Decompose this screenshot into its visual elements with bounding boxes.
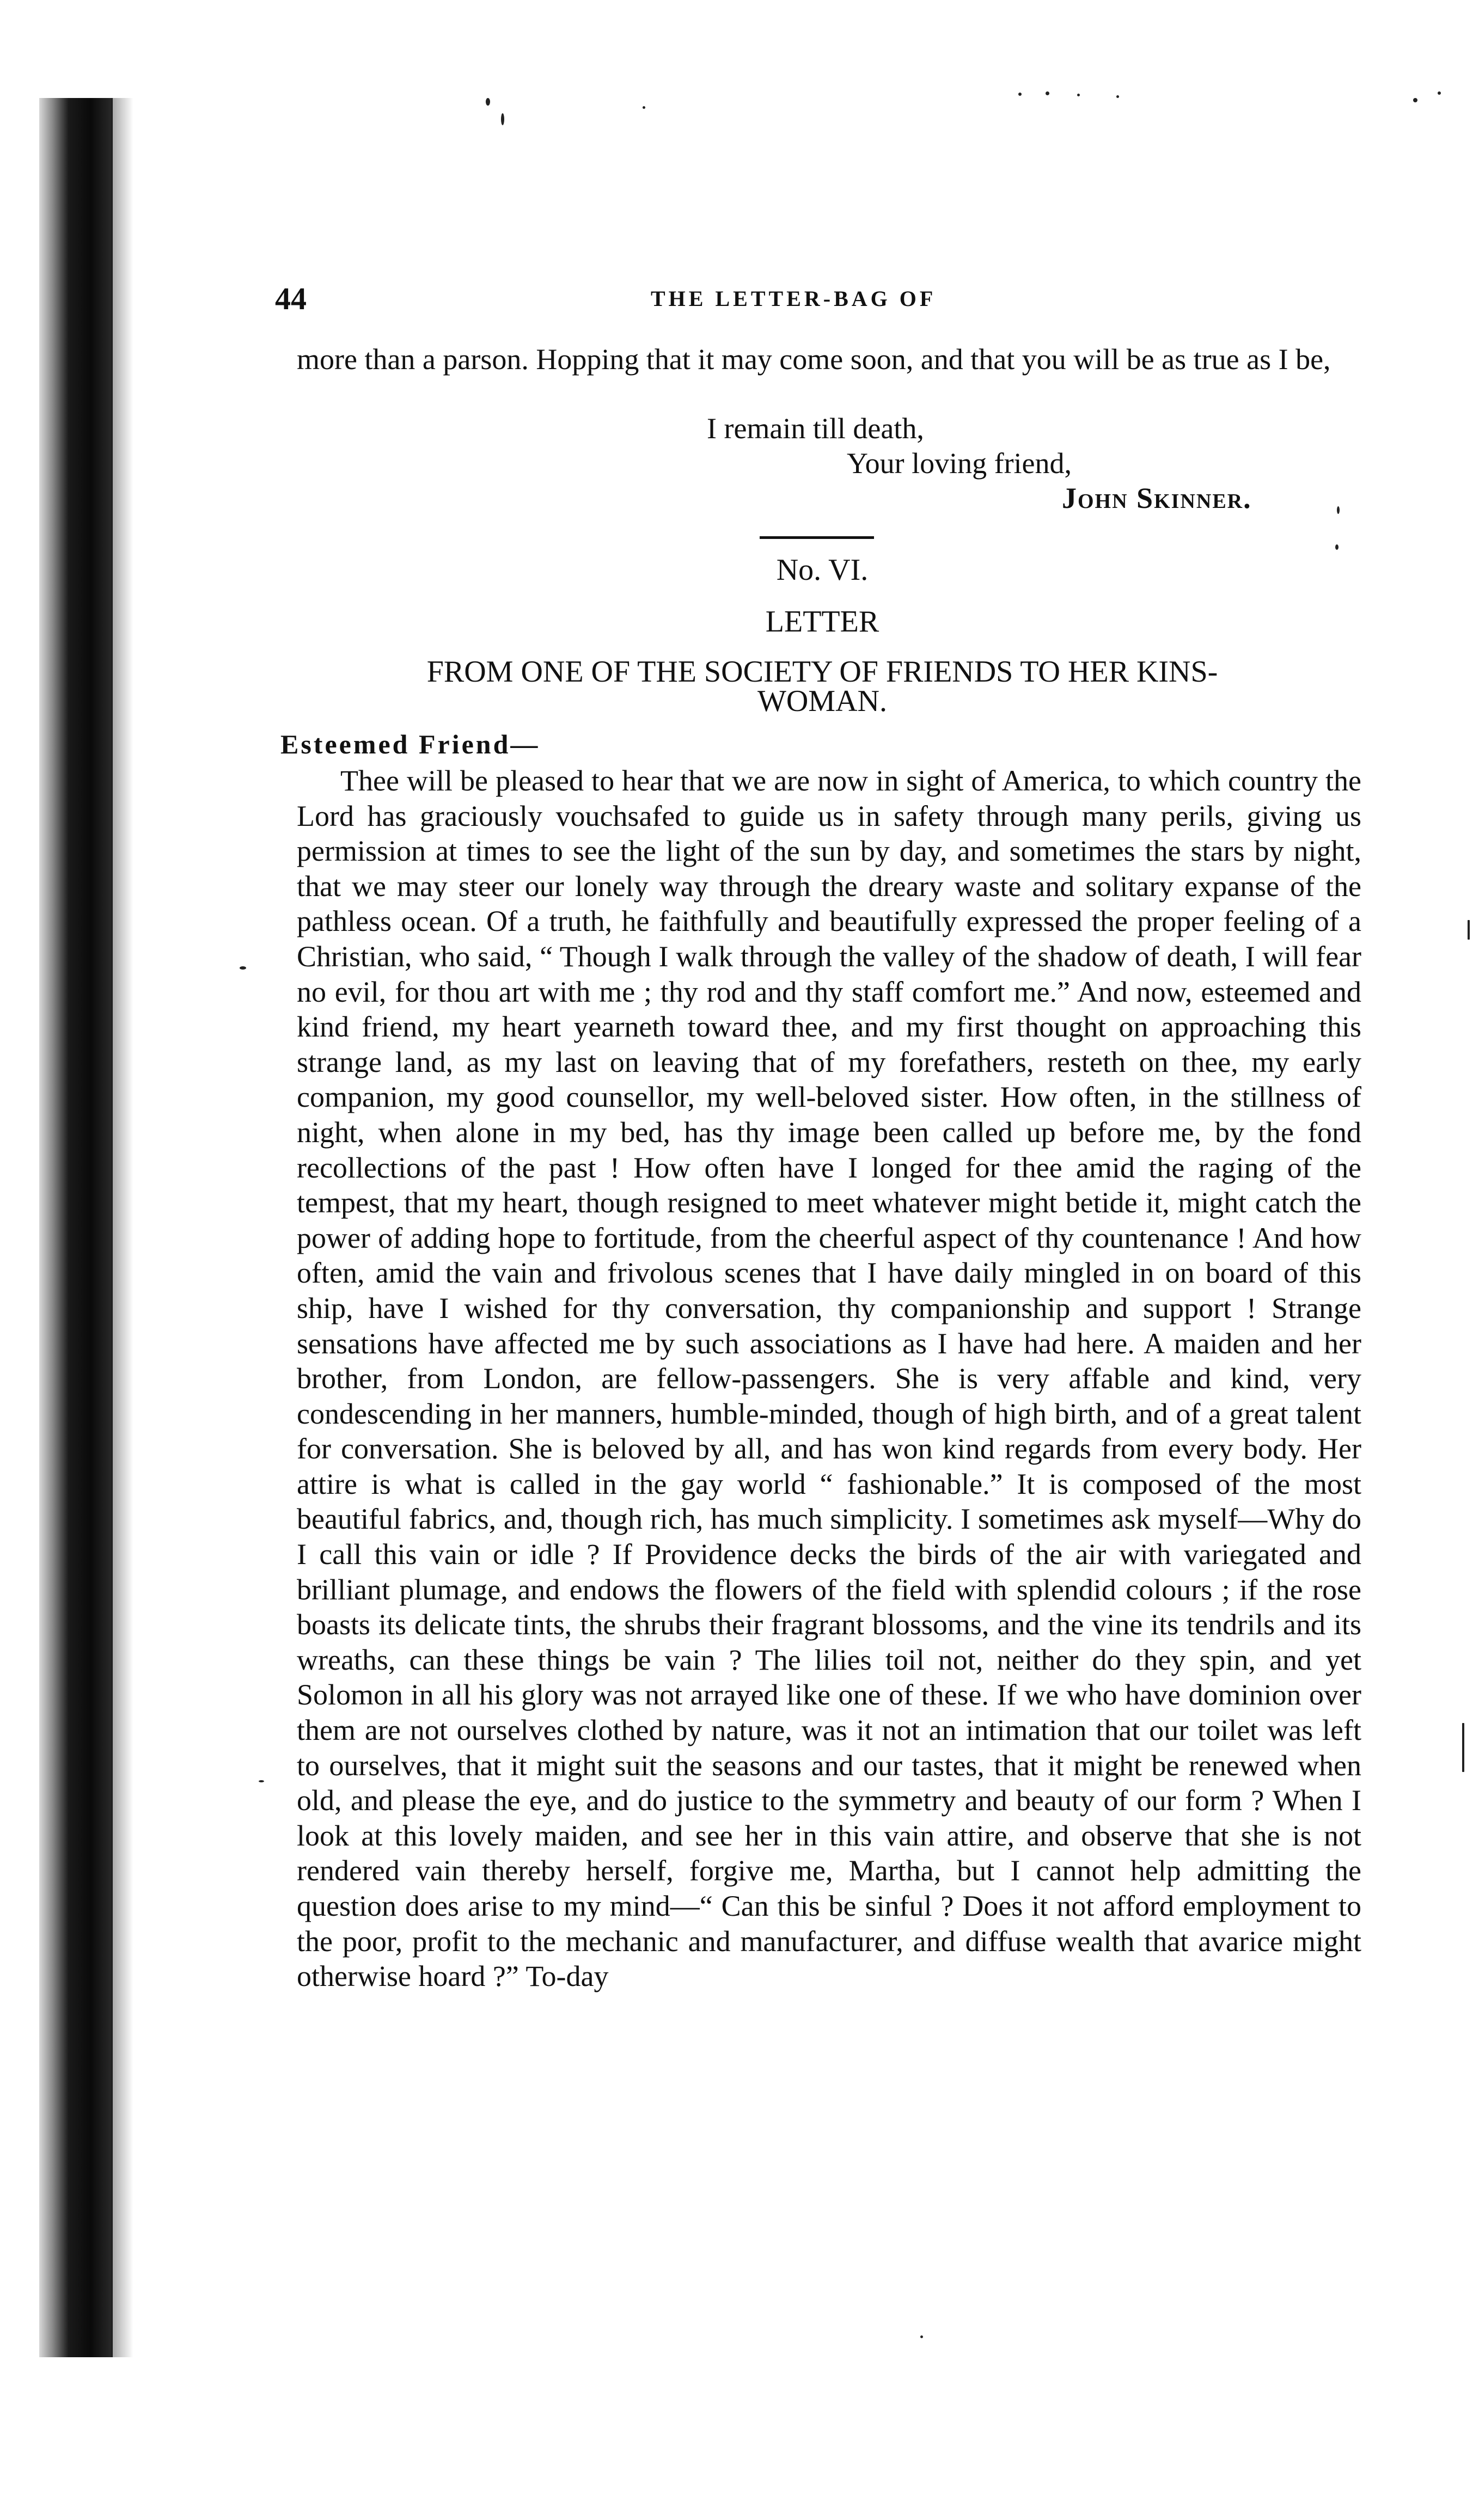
previous-letter-ending: more than a parson. Hopping that it may come soon, and that you will be as true as I be, [297,343,1331,376]
section-divider [760,536,874,539]
print-speck [1468,920,1470,940]
print-speck [259,1780,264,1782]
letter-body: Thee will be pleased to hear that we are now in sight of America, to which country the Lord has graciously vouchsafed to guide us in safety through many perils, giving us permission at times to see the light of the sun by day, and sometimes the stars by night, that we may steer our lonely way through the dreary waste and solitary expanse of the pathless ocean. Of a truth, he faithfully and beautifully expressed the proper feeling of a Christian, who said, “ Though I walk through the valley of the shadow of death, I will fear no evil, for thou art with me ; thy rod and thy staff comfort me.” And now, esteemed and kind friend, my heart yearneth toward thee, and my first thought on approaching this strange land, as my last on leaving that of my forefathers, resteth on thee, my early companion, my good counsellor, my well-beloved sister. How often, in the stillness of night, when alone in my bed, has thy image been called up before me, by the fond recollections of the past ! How often have I longed for thee amid the raging of the tempest, that my heart, though resigned to meet whatever might betide it, might catch the power of adding hope to fortitude, from the cheerful aspect of thy countenance ! And how often, amid the vain and frivolous scenes that I have daily mingled in on board of this ship, have I wished for thy conversation, thy companionship and support ! Strange sensations have affected me by such associations as I have had here. A maiden and her brother, from London, are fellow-passengers. She is very affable and kind, very condescending in her manners, humble-minded, though of high birth, and of a great talent for conversation. She is beloved by all, and has won kind regards from every body. Her attire is what is called in the gay world “ fashionable.” It is composed of the most beautiful fabrics, and, though rich, has much simplicity. I sometimes ask myself—Why do I call this vain or idle ? If Providence decks the birds of the air with variegated and brilliant plumage, and endows the flowers of the field with splendid colours ; if the rose boasts its delicate tints, the shrubs their fragrant blossoms, and the vine its tendrils and its wreaths, can these things be vain ? The lilies toil not, neither do they spin, and yet Solomon in all his glory was not arrayed like one of these. If we who have dominion over them are not ourselves clothed by nature, was it not an intimation that our toilet was left to ourselves, that it might suit the seasons and our tastes, that it might be renewed when old, and please the eye, and do justice to the symmetry and beauty of our form ? When I look at this lovely maiden, and see her in this vain attire, and observe that she is not rendered vain thereby herself, forgive me, Martha, but I cannot help admitting the question does arise to my mind—“ Can this be sinful ? Does it not afford employment to the poor, profit to the mechanic and manufacturer, and diffuse wealth that avarice might otherwise hoard ?” To-day [297,764,1361,1993]
print-speck [1337,506,1340,514]
book-binding-edge [39,98,113,2357]
print-speck [1413,98,1417,102]
running-head: THE LETTER-BAG OF [651,286,937,311]
print-speck [1462,1723,1464,1772]
signature: John Skinner. [1062,482,1252,514]
salutation: Esteemed Friend— [280,729,540,759]
section-subtitle-line-1: FROM ONE OF THE SOCIETY OF FRIENDS TO HER KINS- [426,655,1218,689]
print-speck [1077,94,1080,96]
section-title: LETTER [765,605,879,639]
print-speck [486,98,490,106]
section-number: No. VI. [776,553,869,587]
print-speck [240,966,246,970]
print-speck [501,113,504,125]
closing-line-1: I remain till death, [707,412,924,445]
section-subtitle-line-2: WOMAN. [757,684,887,718]
print-speck [643,106,645,109]
print-speck [920,2335,923,2338]
print-speck [1046,91,1049,95]
print-speck [1438,91,1441,95]
page-number: 44 [275,281,307,316]
closing-line-2: Your loving friend, [847,447,1072,480]
binding-shadow [112,98,133,2357]
page-header [275,280,1364,318]
print-speck [1116,95,1119,98]
print-speck [1018,93,1022,96]
print-speck [1335,544,1339,550]
